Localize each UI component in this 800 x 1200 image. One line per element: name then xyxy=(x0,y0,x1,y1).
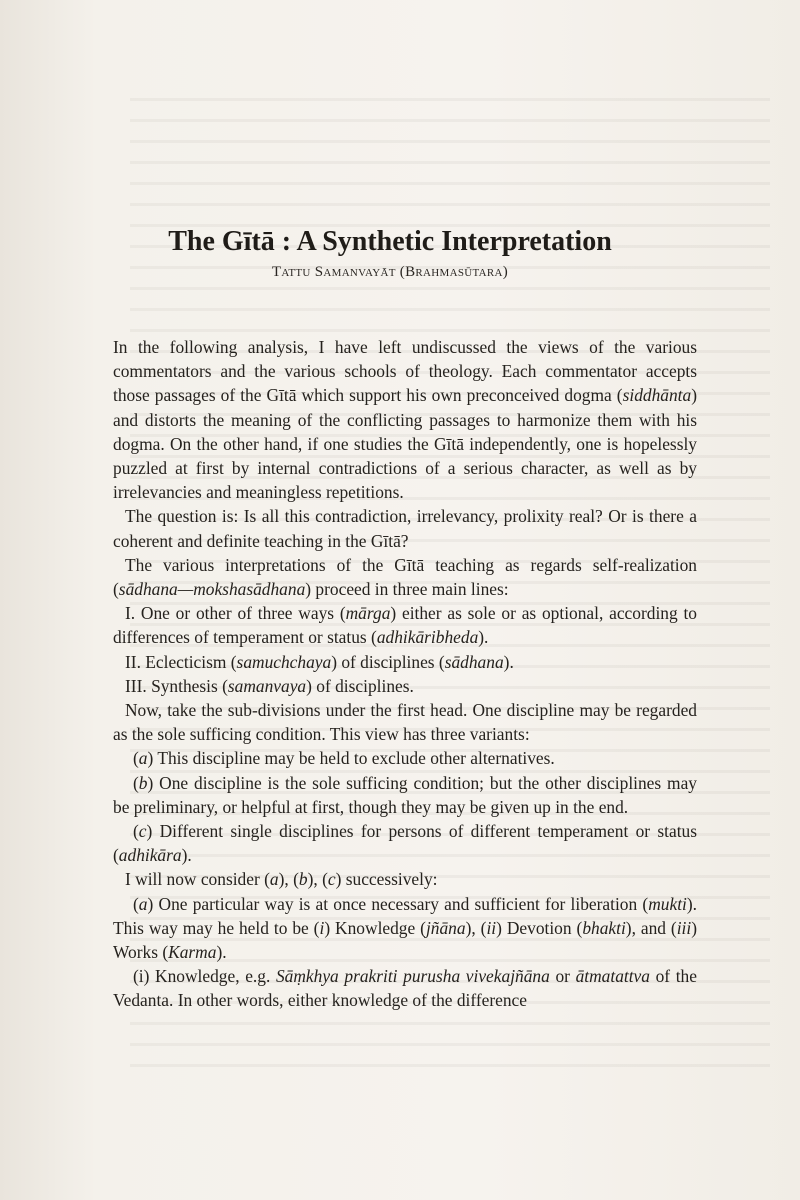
paragraph xyxy=(113,964,697,1012)
text-run: ), ( xyxy=(307,869,328,890)
italic-term: siddhānta xyxy=(622,385,692,406)
chapter-subtitle: Tattu Samanvayāt (Brahmasūtara) xyxy=(271,264,509,280)
text-run: (i) Knowledge, e.g. xyxy=(133,966,276,987)
italic-term: sādhana—mokshasādhana xyxy=(118,579,306,600)
text-run: In the following analysis, I have left undiscussed the views of the various commentators and the various schools of theology. Each commentator accepts those passages of the Gītā which support his own preconceived dogma ( xyxy=(113,337,697,406)
text-run: ) One particular way is at once necessary and sufficient for liberation ( xyxy=(147,893,649,914)
text-run: of the Vedanta. In other words, either knowledge of the difference xyxy=(113,966,697,1011)
italic-term: Karma xyxy=(168,942,217,963)
text-run: The question is: Is all this contradiction, irrelevancy, prolixity real? Or is there a coherent and definite teaching in the Gītā? xyxy=(113,506,697,551)
text-run: ) of disciplines ( xyxy=(331,651,445,672)
italic-term: a xyxy=(138,748,148,769)
text-run: ), ( xyxy=(465,917,487,938)
paragraph xyxy=(113,867,697,891)
text-run: ). xyxy=(216,942,227,963)
text-run: ( xyxy=(133,748,139,769)
italic-term: c xyxy=(138,821,147,842)
paragraph xyxy=(113,553,697,601)
italic-term: jñāna xyxy=(425,917,466,938)
italic-term: sādhana xyxy=(444,651,504,672)
paragraph xyxy=(113,335,697,504)
text-run: ) and distorts the meaning of the conflicting passages to harmonize them with his dogma. On the other hand, if one studies the Gītā independently, one is hopelessly puzzled at first by internal contradictions of a serious character, as well as by irrelevancies and meaningless repetitions. xyxy=(113,385,697,503)
text-run: ) either as sole or as optional, according to differences of temperament or status ( xyxy=(113,603,697,648)
paragraph xyxy=(113,504,697,552)
text-run: III. Synthesis ( xyxy=(125,675,228,696)
italic-term: mukti xyxy=(648,893,687,914)
text-run: ). xyxy=(181,845,192,866)
paragraph xyxy=(113,892,697,965)
chapter-title: The Gītā : A Synthetic Interpretation xyxy=(168,226,612,257)
text-run: Now, take the sub-divisions under the first head. One discipline may be regarded as the sole sufficing condition. This view has three variants: xyxy=(113,700,697,745)
text-run: ( xyxy=(133,772,139,793)
italic-term: ii xyxy=(486,917,497,938)
italic-term: mārga xyxy=(345,603,391,624)
italic-term: adhikāribheda xyxy=(376,627,479,648)
text-run: I will now consider ( xyxy=(125,869,270,890)
paragraph xyxy=(113,601,697,649)
italic-term: ātmatattva xyxy=(575,966,650,987)
body-text xyxy=(113,335,697,1013)
text-run: ) Devotion ( xyxy=(496,917,583,938)
paragraph xyxy=(113,771,697,819)
text-run: II. Eclecticism ( xyxy=(125,651,237,672)
text-run: ) Knowledge ( xyxy=(324,917,426,938)
text-run: ), ( xyxy=(278,869,299,890)
italic-term: i xyxy=(319,917,325,938)
italic-term: b xyxy=(298,869,308,890)
italic-term: b xyxy=(138,772,148,793)
text-run: ( xyxy=(133,893,139,914)
text-run: ) Different single disciplines for persons of different temperament or status ( xyxy=(113,821,697,866)
italic-term: adhikāra xyxy=(118,845,182,866)
text-run: ). xyxy=(478,627,489,648)
text-run: ). xyxy=(503,651,514,672)
italic-term: a xyxy=(269,869,279,890)
paragraph xyxy=(113,650,697,674)
italic-term: samuchchaya xyxy=(236,651,332,672)
paragraph xyxy=(113,819,697,867)
text-run: ( xyxy=(133,821,139,842)
paragraph xyxy=(113,674,697,698)
italic-term: bhakti xyxy=(582,917,626,938)
text-run: ) proceed in three main lines: xyxy=(305,579,509,600)
paragraph xyxy=(113,746,697,770)
italic-term: iii xyxy=(676,917,692,938)
text-run: ) successively: xyxy=(335,869,438,890)
text-run: The various interpretations of the Gītā teaching as regards self-realization ( xyxy=(113,554,697,600)
text-run: ). This way may he held to be ( xyxy=(113,893,697,938)
italic-term: c xyxy=(327,869,336,890)
italic-term: samanvaya xyxy=(227,675,307,696)
italic-term: Sāṃkhya prakriti purusha vivekajñāna xyxy=(275,966,550,987)
text-run: or xyxy=(549,966,576,987)
text-run: ) Works ( xyxy=(113,917,697,963)
text-run: ) One discipline is the sole sufficing condition; but the other disciplines may be preliminary, or helpful at first, though they may be given up in the end. xyxy=(113,772,697,817)
paragraph xyxy=(113,698,697,746)
text-run: ), and ( xyxy=(625,917,677,938)
text-run: I. One or other of three ways ( xyxy=(125,603,346,624)
text-run: ) This discipline may be held to exclude other alternatives. xyxy=(147,748,555,769)
text-run: ) of disciplines. xyxy=(306,675,414,696)
italic-term: a xyxy=(138,893,148,914)
